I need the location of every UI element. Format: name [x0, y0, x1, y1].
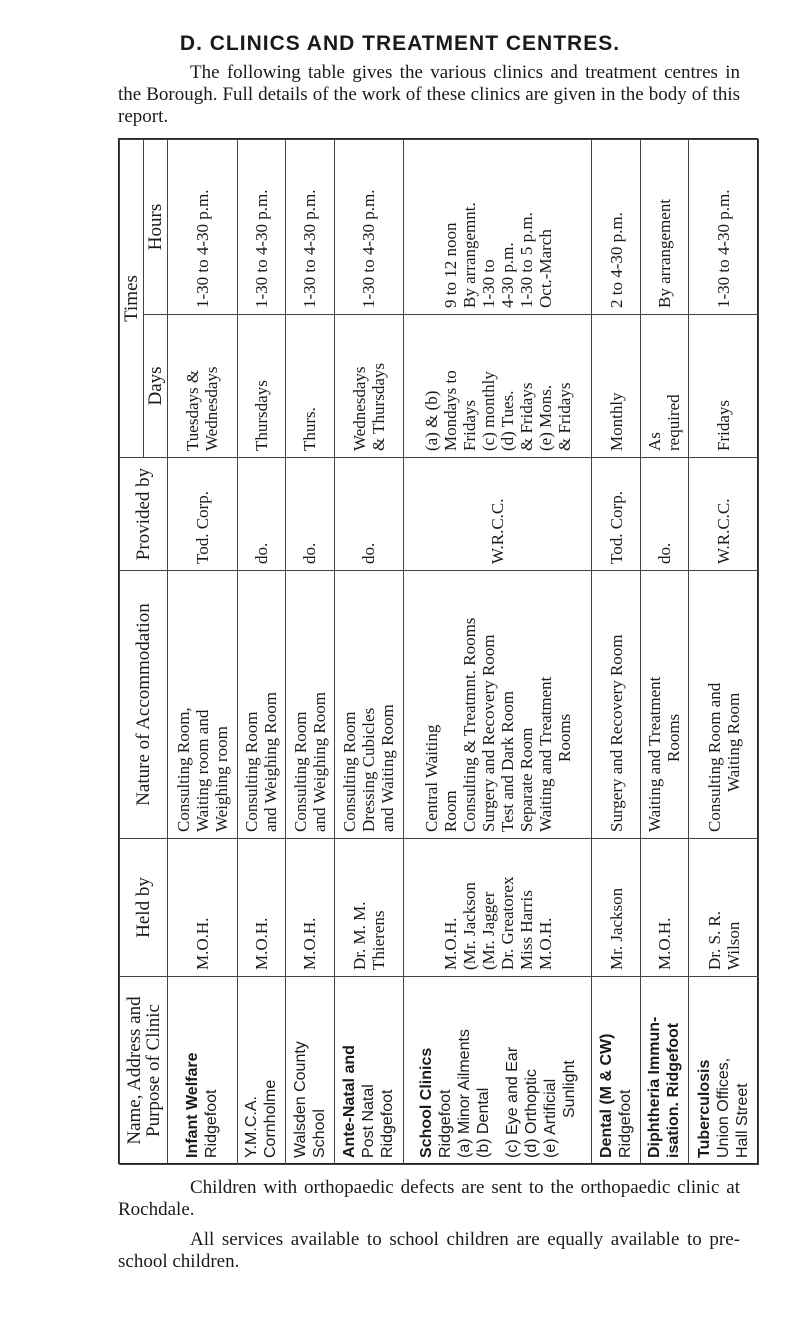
table-row: [334, 140, 404, 1165]
days-cell: Monthly: [592, 315, 640, 458]
provided-by-cell: do.: [237, 458, 285, 571]
provided-by-cell: Tod. Corp.: [592, 458, 640, 571]
accommodation-line: and Weighing Room: [309, 692, 329, 832]
clinic-name: Walsden County: [291, 1041, 309, 1158]
provided-by-cell: do.: [334, 458, 404, 571]
held-by-cell: Mr. Jackson: [592, 839, 640, 977]
provided-by-cell: do.: [286, 458, 334, 571]
hours-cell: 2 to 4-30 p.m.: [592, 140, 640, 315]
held-by-cell: M.O.H.: [286, 839, 334, 977]
hours-line: 4-30 p.m.: [497, 242, 517, 308]
accommodation-cell: [168, 571, 238, 839]
provided-by-cell: Tod. Corp.: [168, 458, 238, 571]
days-cell: [404, 315, 592, 458]
accommodation-cell: [640, 571, 688, 839]
clinic-name: Dental (M & CW): [598, 1033, 616, 1158]
accommodation-line: Surgery and Recovery Room: [478, 634, 498, 832]
clinic-name-cell: [689, 977, 759, 1165]
hours-line: 1-30 to: [478, 259, 498, 308]
days-line: (a) & (b): [421, 390, 441, 451]
section-heading: D. CLINICS AND TREATMENT CENTRES.: [179, 32, 621, 55]
clinic-name: Ante-Natal and: [341, 1045, 359, 1158]
accommodation-line: Consulting Room: [290, 711, 310, 832]
clinic-address: isation. Ridgefoot: [665, 1022, 683, 1158]
accommodation-line: Consulting & Treatmnt. Rooms: [459, 617, 479, 832]
held-by-line: Miss Harris: [516, 890, 536, 970]
clinic-name-cell: [237, 977, 285, 1165]
provided-by-cell: do.: [640, 458, 688, 571]
accommodation-line: and Weighing Room: [261, 692, 281, 832]
held-by-cell: M.O.H.: [640, 839, 688, 977]
clinic-name-cell: [640, 977, 688, 1165]
accommodation-line: Waiting and Treatment: [645, 676, 665, 832]
clinic-address: School: [310, 1109, 328, 1158]
accommodation-cell: [286, 571, 334, 839]
header-name: Name, Address and Purpose of Clinic: [120, 977, 168, 1165]
hours-cell: 1-30 to 4-30 p.m.: [689, 140, 759, 315]
days-line: & Thursdays: [368, 363, 388, 451]
hours-cell: 1-30 to 4-30 p.m.: [334, 140, 404, 315]
table-row: [404, 140, 592, 1165]
days-cell: Thursdays: [237, 315, 285, 458]
days-line: Mondays to: [440, 370, 460, 451]
held-by-line: Dr. M. M.: [349, 901, 369, 970]
accommodation-line: Waiting Room: [723, 692, 743, 792]
hours-line: By arrangemnt.: [459, 202, 479, 308]
clinic-name-cell: [592, 977, 640, 1165]
days-line: required: [664, 394, 684, 451]
accommodation-line: and Waiting Room: [378, 704, 398, 832]
intro-paragraph: The following table gives the various clinics and treatment centres in the Borough. Full details of the work of these clinics are given in the body of this report.: [118, 62, 740, 127]
clinic-address: Ridgefoot: [203, 1089, 221, 1158]
accommodation-cell: [689, 571, 759, 839]
accommodation-line: Weighing room: [211, 726, 231, 832]
days-line: Wednesdays: [202, 366, 222, 451]
accommodation-cell: Surgery and Recovery Room: [592, 571, 640, 839]
clinic-name-cell: [286, 977, 334, 1165]
header-held-by: Held by: [120, 839, 168, 977]
held-by-cell: M.O.H.: [237, 839, 285, 977]
clinic-name-cont: Post Natal: [360, 1084, 378, 1158]
provided-by-cell: W.R.C.C.: [689, 458, 759, 571]
days-line: & Fridays: [516, 382, 536, 451]
clinic-address: Ridgefoot: [379, 1089, 397, 1158]
header-provided-by: Provided by: [120, 458, 168, 571]
held-by-line: Thierens: [368, 910, 388, 970]
days-cell: [640, 315, 688, 458]
held-by-line: Dr. S. R.: [704, 910, 724, 970]
table-row: [592, 140, 640, 1165]
accommodation-cell: [237, 571, 285, 839]
clinic-name: Tuberculosis: [696, 1059, 714, 1158]
days-line: Fridays: [459, 400, 479, 451]
accommodation-line: Separate Room: [516, 727, 536, 832]
rotated-table-container: [119, 139, 759, 1165]
hours-cell: [404, 140, 592, 315]
table-row: [286, 140, 334, 1165]
clinic-purpose: (c) Eye and Ear: [503, 1046, 521, 1158]
table-row: [689, 140, 759, 1165]
days-line: Tuesdays &: [183, 369, 203, 451]
footer-notes: [118, 1177, 740, 1281]
clinic-name-cell: [168, 977, 238, 1165]
clinic-purpose: (e) Artificial: [541, 1078, 559, 1158]
accommodation-line: Waiting room and: [192, 709, 212, 832]
held-by-line: (Mr. Jagger: [478, 891, 498, 970]
held-by-line: Dr. Greatorex: [497, 876, 517, 970]
held-by-line: M.O.H.: [440, 917, 460, 970]
header-accommodation: Nature of Accommodation: [120, 571, 168, 839]
accommodation-line: Consulting Room: [340, 711, 360, 832]
table-body: [168, 140, 759, 1165]
hours-cell: 1-30 to 4-30 p.m.: [286, 140, 334, 315]
clinic-address: Hall Street: [734, 1083, 752, 1158]
clinic-purpose: (d) Orthoptic: [522, 1069, 540, 1158]
clinic-name-cell: [404, 977, 592, 1165]
hours-cell: By arrangement: [640, 140, 688, 315]
held-by-line: M.O.H.: [535, 917, 555, 970]
clinic-purpose: (a) Minor Ailments: [455, 1029, 473, 1158]
header-row: [120, 140, 144, 1165]
days-line: (d) Tues.: [497, 390, 517, 451]
header-times: Times: [120, 140, 144, 458]
accommodation-line: Rooms: [664, 713, 684, 762]
held-by-line: Wilson: [723, 921, 743, 970]
footer-note: All services available to school children are equally available to pre-school children.: [118, 1229, 740, 1272]
accommodation-line: Room: [440, 790, 460, 832]
header-days: Days: [144, 315, 168, 458]
clinic-name: School Clinics: [417, 1047, 435, 1158]
held-by-line: (Mr. Jackson: [459, 882, 479, 970]
clinic-address: Union Offices,: [715, 1057, 733, 1158]
accommodation-line: Central Waiting: [421, 724, 441, 832]
days-line: (c) monthly: [478, 371, 498, 451]
clinic-name: Infant Welfare: [184, 1052, 202, 1158]
hours-line: 9 to 12 noon: [440, 222, 460, 308]
table-row: [640, 140, 688, 1165]
clinics-table-frame: [118, 138, 758, 1164]
clinic-address: Ridgefoot: [436, 1089, 454, 1158]
days-line: Wednesdays: [349, 366, 369, 451]
table-row: [237, 140, 285, 1165]
table-row: [168, 140, 238, 1165]
accommodation-line: Consulting Room,: [173, 707, 193, 832]
held-by-cell: [689, 839, 759, 977]
provided-by-cell: W.R.C.C.: [404, 458, 592, 571]
header-hours: Hours: [144, 140, 168, 315]
clinic-name-cell: [334, 977, 404, 1165]
accommodation-line: Rooms: [554, 713, 574, 762]
days-cell: Fridays: [689, 315, 759, 458]
accommodation-cell: [334, 571, 404, 839]
accommodation-line: Dressing Cubicles: [359, 707, 379, 832]
footer-note: Children with orthopaedic defects are sent to the orthopaedic clinic at Rochdale.: [118, 1177, 740, 1220]
held-by-cell: [404, 839, 592, 977]
accommodation-line: Test and Dark Room: [497, 691, 517, 832]
clinic-name: Diphtheria Immun-: [646, 1016, 664, 1158]
hours-line: Oct.-March: [535, 229, 555, 308]
clinic-purpose: (b) Dental: [474, 1087, 492, 1158]
hours-line: 1-30 to 5 p.m.: [516, 212, 536, 308]
hours-cell: 1-30 to 4-30 p.m.: [237, 140, 285, 315]
held-by-cell: [334, 839, 404, 977]
days-line: (e) Mons.: [535, 384, 555, 451]
days-cell: [168, 315, 238, 458]
clinic-purpose: Sunlight: [560, 1060, 578, 1118]
accommodation-line: Waiting and Treatment: [535, 676, 555, 832]
days-line: & Fridays: [554, 382, 574, 451]
accommodation-line: Consulting Room and: [704, 682, 724, 832]
accommodation-cell: [404, 571, 592, 839]
held-by-cell: M.O.H.: [168, 839, 238, 977]
accommodation-line: Consulting Room: [242, 711, 262, 832]
clinic-name: Y.M.C.A.: [243, 1096, 261, 1158]
clinic-address: Ridgefoot: [617, 1089, 635, 1158]
clinics-table: [119, 139, 759, 1165]
clinic-address: Cornholme: [262, 1079, 280, 1158]
days-cell: Thurs.: [286, 315, 334, 458]
days-cell: [334, 315, 404, 458]
days-line: As: [645, 432, 665, 451]
hours-cell: 1-30 to 4-30 p.m.: [168, 140, 238, 315]
